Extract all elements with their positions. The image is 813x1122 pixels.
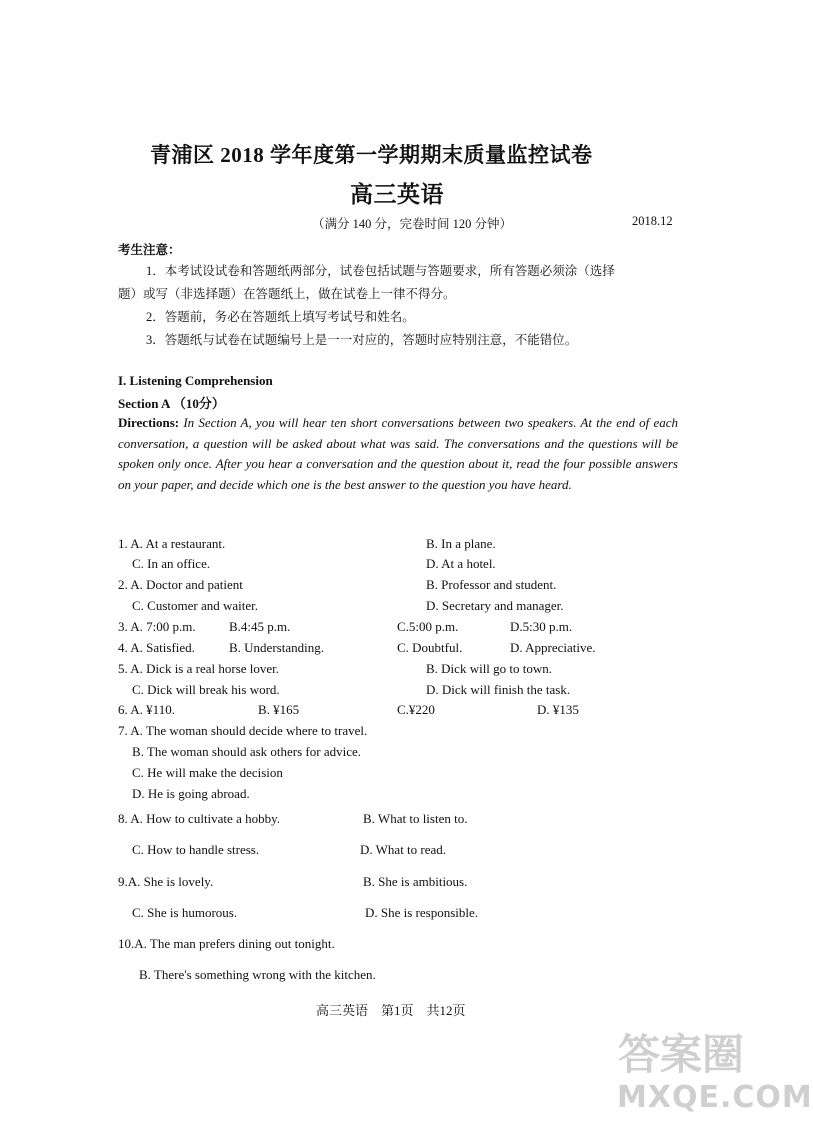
q5-option-d: D. Dick will finish the task. — [426, 682, 571, 697]
notice-item-1-line-2: 题）或写（非选择题）在答题纸上，做在试卷上一律不得分。 — [118, 287, 456, 301]
q7-option-a: 7. A. The woman should decide where to travel. — [118, 723, 368, 738]
q7-option-b: B. The woman should ask others for advice. — [132, 744, 362, 759]
q2-option-a: 2. A. Doctor and patient — [118, 577, 243, 592]
section-title: Section A （10分） — [118, 396, 225, 411]
q6-option-b: B. ¥165 — [258, 702, 300, 717]
q1-option-c: C. In an office. — [132, 556, 211, 571]
q3-option-c: C.5:00 p.m. — [397, 619, 459, 634]
exam-date: 2018.12 — [632, 214, 673, 228]
exam-meta: （满分 140 分，完卷时间 120 分钟） — [312, 217, 513, 231]
q10-option-b: B. There's something wrong with the kitchen. — [139, 967, 376, 982]
q9-option-b: B. She is ambitious. — [363, 874, 468, 889]
q1-option-d: D. At a hotel. — [426, 556, 496, 571]
q6-option-c: C.¥220 — [397, 702, 435, 717]
notice-item-1-line-1: 1．本考试设试卷和答题纸两部分，试卷包括试题与答题要求，所有答题必须涂（选择 — [146, 264, 615, 278]
q6-option-d: D. ¥135 — [537, 702, 579, 717]
q6-option-a: 6. A. ¥110. — [118, 702, 175, 717]
directions — [118, 413, 678, 495]
q10-option-a: 10.A. The man prefers dining out tonight. — [118, 936, 335, 951]
watermark-logo: 答案圈 — [618, 1030, 745, 1079]
q9-option-a: 9.A. She is lovely. — [118, 874, 214, 889]
page-footer: 高三英语 第1页 共12页 — [316, 1003, 466, 1018]
q3-option-a: 3. A. 7:00 p.m. — [118, 619, 196, 634]
q5-option-c: C. Dick will break his word. — [132, 682, 280, 697]
directions-label: Directions: — [118, 415, 180, 430]
q5-option-a: 5. A. Dick is a real horse lover. — [118, 661, 280, 676]
q4-option-c: C. Doubtful. — [397, 640, 463, 655]
part-title: I. Listening Comprehension — [118, 373, 273, 388]
notice-item-3: 3．答题纸与试卷在试题编号上是一一对应的，答题时应特别注意，不能错位。 — [146, 333, 578, 347]
directions-text: In Section A, you will hear ten short conversations between two speakers. At the end of each conversation, a question will be asked about what was said. The conversations and the questions will be spoken only once. After you hear a conversation and the question about it, read the four possible answers on your paper, and decide which one is the best answer to the question you have heard. — [118, 415, 678, 492]
q3-option-b: B.4:45 p.m. — [229, 619, 291, 634]
notice-item-2: 2．答题前，务必在答题纸上填写考试号和姓名。 — [146, 310, 415, 324]
q2-option-c: C. Customer and waiter. — [132, 598, 259, 613]
q9-option-c: C. She is humorous. — [132, 905, 238, 920]
q8-option-b: B. What to listen to. — [363, 811, 468, 826]
q4-option-b: B. Understanding. — [229, 640, 324, 655]
q2-option-d: D. Secretary and manager. — [426, 598, 564, 613]
exam-title: 青浦区 2018 学年度第一学期期末质量监控试卷 — [150, 143, 593, 167]
q9-option-d: D. She is responsible. — [365, 905, 479, 920]
q3-option-d: D.5:30 p.m. — [510, 619, 573, 634]
q1-option-b: B. In a plane. — [426, 536, 496, 551]
q7-option-c: C. He will make the decision — [132, 765, 283, 780]
q8-option-c: C. How to handle stress. — [132, 842, 260, 857]
q5-option-b: B. Dick will go to town. — [426, 661, 553, 676]
q1-option-a: 1. A. At a restaurant. — [118, 536, 226, 551]
q4-option-d: D. Appreciative. — [510, 640, 596, 655]
q2-option-b: B. Professor and student. — [426, 577, 557, 592]
q4-option-a: 4. A. Satisfied. — [118, 640, 195, 655]
watermark-url: MXQE.COM — [617, 1080, 813, 1115]
exam-subject: 高三英语 — [350, 182, 444, 207]
q7-option-d: D. He is going abroad. — [132, 786, 250, 801]
q8-option-d: D. What to read. — [360, 842, 447, 857]
q8-option-a: 8. A. How to cultivate a hobby. — [118, 811, 280, 826]
notice-heading: 考生注意： — [118, 243, 181, 257]
